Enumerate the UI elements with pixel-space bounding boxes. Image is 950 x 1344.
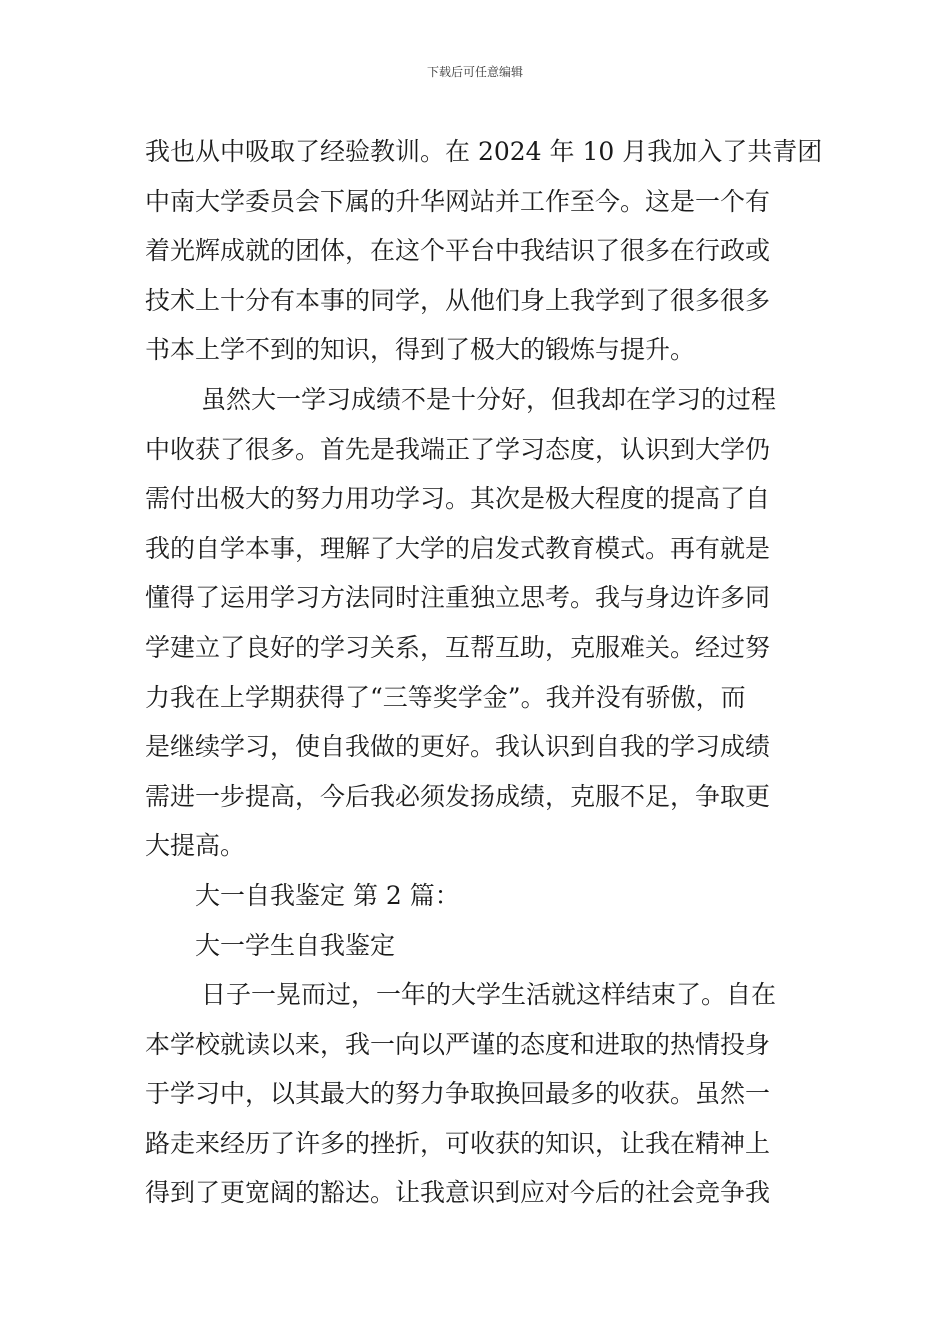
text-line: 技术上十分有本事的同学，从他们身上我学到了很多很多 — [145, 285, 771, 315]
text-line: 于学习中，以其最大的努力争取换回最多的收获。虽然一 — [145, 1079, 771, 1109]
text-line: 我也从中吸取了经验教训。在 2024 年 10 月我加入了共青团 — [145, 137, 823, 166]
text-line: 中南大学委员会下属的升华网站并工作至今。这是一个有 — [145, 186, 771, 216]
text-line: 大一自我鉴定 第 2 篇： — [195, 880, 460, 910]
text-line: 中收获了很多。首先是我端正了学习态度，认识到大学仍 — [145, 434, 771, 464]
text-line: 虽然大一学习成绩不是十分好，但我却在学习的过程 — [201, 384, 777, 414]
text-line: 日子一晃而过，一年的大学生活就这样结束了。自在 — [201, 980, 777, 1010]
text-line: 本学校就读以来，我一向以严谨的态度和进取的热情投身 — [145, 1029, 771, 1059]
text-line: 书本上学不到的知识，得到了极大的锻炼与提升。 — [145, 335, 696, 365]
text-line: 我的自学本事，理解了大学的启发式教育模式。再有就是 — [145, 533, 771, 563]
text-line: 着光辉成就的团体，在这个平台中我结识了很多在行政或 — [145, 236, 771, 266]
text-line: 大提高。 — [145, 831, 246, 861]
text-line: 力我在上学期获得了“三等奖学金”。我并没有骄傲，而 — [145, 682, 746, 712]
text-line: 懂得了运用学习方法同时注重独立思考。我与身边许多同 — [145, 583, 771, 613]
text-line: 得到了更宽阔的豁达。让我意识到应对今后的社会竞争我 — [145, 1178, 771, 1208]
text-line: 需付出极大的努力用功学习。其次是极大程度的提高了自 — [145, 484, 771, 514]
text-line: 大一学生自我鉴定 — [195, 930, 396, 960]
page-header: 下载后可任意编辑 — [426, 65, 523, 79]
text-line: 需进一步提高，今后我必须发扬成绩，克服不足，争取更 — [145, 781, 771, 811]
text-line: 路走来经历了许多的挫折，可收获的知识，让我在精神上 — [145, 1128, 771, 1158]
text-line: 是继续学习，使自我做的更好。我认识到自我的学习成绩 — [145, 732, 771, 762]
text-line: 学建立了良好的学习关系，互帮互助，克服难关。经过努 — [145, 632, 771, 662]
document-body — [145, 127, 823, 1218]
